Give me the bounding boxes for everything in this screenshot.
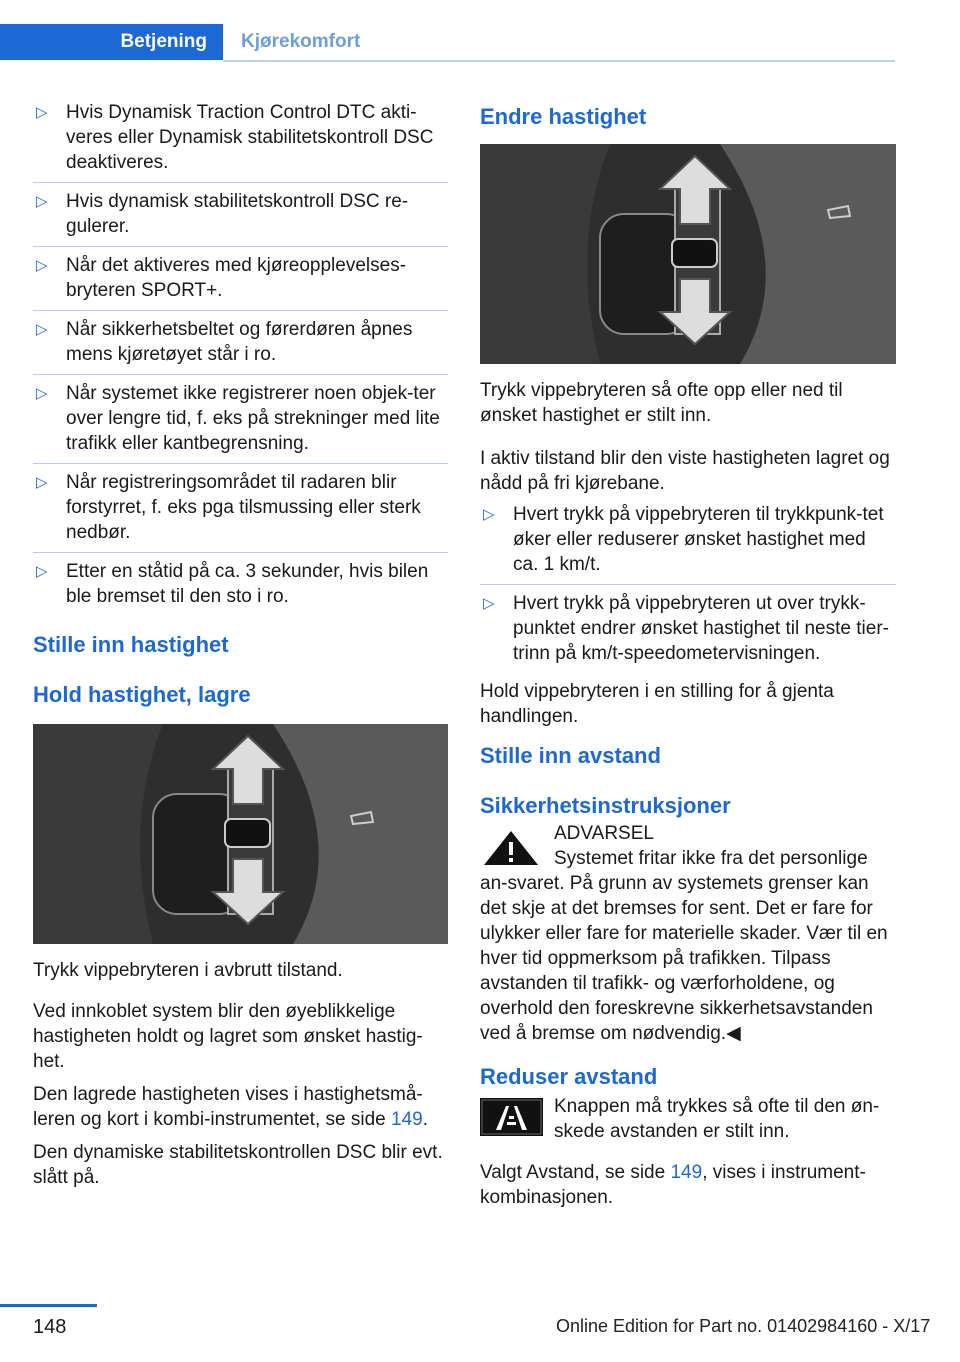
tab-underline bbox=[223, 60, 895, 62]
triangle-bullet-icon: ▷ bbox=[483, 506, 495, 523]
page-link[interactable]: 149 bbox=[391, 1109, 423, 1130]
rocker-switch-illustration bbox=[480, 144, 896, 364]
tab-bar bbox=[0, 24, 895, 62]
list-item: ▷ Hvert trykk på vippebryteren ut over trykk-punktet endrer ønsket hastighet til neste tier-trinn på km/t-speedometervisningen. bbox=[483, 593, 889, 664]
steering-wheel-image bbox=[480, 144, 896, 364]
triangle-bullet-icon: ▷ bbox=[36, 193, 48, 210]
heading-stille-inn-hastighet: Stille inn hastighet bbox=[33, 632, 229, 657]
list-item: ▷ Når sikkerhetsbeltet og førerdøren åpnes mens kjøretøyet står i ro. bbox=[33, 317, 448, 375]
heading-hold-hastighet: Hold hastighet, lagre bbox=[33, 682, 251, 707]
heading-endre-hastighet: Endre hastighet bbox=[480, 104, 647, 129]
page-link[interactable]: 149 bbox=[670, 1162, 703, 1183]
left-column bbox=[33, 100, 448, 1190]
edition-text: Online Edition for Part no. 01402984160 - X/17 bbox=[556, 1316, 931, 1336]
page-number: 148 bbox=[33, 1316, 67, 1338]
button-description: Knappen må trykkes så ofte til den øn-skede avstanden er stilt inn. bbox=[554, 1096, 880, 1142]
paragraph: Den dynamiske stabilitetskontrollen DSC blir evt. slått på. bbox=[33, 1142, 443, 1188]
right-column bbox=[480, 100, 896, 1210]
paragraph: Trykk vippebryteren så ofte opp eller ned til ønsket hastighet er stilt inn. bbox=[480, 380, 843, 426]
triangle-bullet-icon: ▷ bbox=[483, 595, 495, 612]
warning-box bbox=[480, 821, 896, 1046]
triangle-bullet-icon: ▷ bbox=[36, 385, 48, 402]
warning-text: Systemet fritar ikke fra det personlige an-svaret. På grunn av systemets grenser kan det skje at det bremses for sent. Det er fare for ulykker eller fare for materielle skader. Vær til en hver tid oppmerksom på trafikken. Tilpass avstanden til trafikk- og værforholdene, og overhold den foreskrevne sikkerhetsavstanden ved å bremse om nødvendig.◀ bbox=[480, 848, 888, 1044]
paragraph: Ved innkoblet system blir den øyeblikkelige hastigheten holdt og lagret som ønsket hastig-het. bbox=[33, 1001, 423, 1072]
list-item: ▷ Når registreringsområdet til radaren blir forstyrret, f. eks pga tilsmussing eller sterk nedbør. bbox=[33, 470, 448, 553]
heading-sikkerhetsinstruksjoner: Sikkerhetsinstruksjoner bbox=[480, 793, 731, 818]
list-item: ▷ Når det aktiveres med kjøreopplevelses-bryteren SPORT+. bbox=[33, 253, 448, 311]
distance-button-row bbox=[480, 1094, 896, 1144]
list-item: ▷ Hvert trykk på vippebryteren til trykkpunk-tet øker eller reduserer ønsket hastighet med ca. 1 km/t. bbox=[480, 502, 896, 585]
triangle-bullet-icon: ▷ bbox=[36, 321, 48, 338]
triangle-bullet-icon: ▷ bbox=[36, 563, 48, 580]
heading-reduser-avstand: Reduser avstand bbox=[480, 1064, 658, 1089]
distance-button-icon bbox=[480, 1098, 543, 1136]
rocker-switch-illustration bbox=[33, 724, 448, 944]
tab-kjorekomfort[interactable]: Kjørekomfort bbox=[241, 31, 361, 52]
triangle-bullet-icon: ▷ bbox=[36, 257, 48, 274]
steering-wheel-image bbox=[33, 724, 448, 944]
speed-list bbox=[480, 502, 896, 673]
list-item: ▷ Etter en ståtid på ca. 3 sekunder, hvis bilen ble bremset til den sto i ro. bbox=[36, 561, 429, 607]
list-item: ▷ Når systemet ikke registrerer noen objek-ter over lengre tid, f. eks på strekninger med lite trafikk eller kantbegrensning. bbox=[33, 381, 448, 464]
warning-title: ADVARSEL bbox=[554, 823, 654, 844]
paragraph: Hold vippebryteren i en stilling for å gjenta handlingen. bbox=[480, 681, 834, 727]
paragraph: Den lagrede hastigheten vises i hastighetsmå-leren og kort i kombi-instrumentet, se side 149. bbox=[33, 1084, 428, 1130]
heading-stille-inn-avstand: Stille inn avstand bbox=[480, 743, 661, 768]
triangle-bullet-icon: ▷ bbox=[36, 474, 48, 491]
paragraph: Trykk vippebryteren i avbrutt tilstand. bbox=[33, 960, 343, 981]
list-item: ▷ Hvis dynamisk stabilitetskontroll DSC re-gulerer. bbox=[33, 189, 448, 247]
footer-line bbox=[0, 1304, 97, 1307]
paragraph: Valgt Avstand, se side 149, vises i instrument-kombinasjonen. bbox=[480, 1162, 866, 1208]
list-item: ▷ Hvis Dynamisk Traction Control DTC akti-veres eller Dynamisk stabilitetskontroll DSC deaktiveres. bbox=[33, 100, 448, 183]
tab-betjening[interactable]: Betjening bbox=[0, 24, 223, 60]
condition-list bbox=[33, 100, 448, 616]
warning-triangle-icon bbox=[480, 827, 542, 869]
triangle-bullet-icon: ▷ bbox=[36, 104, 48, 121]
paragraph: I aktiv tilstand blir den viste hastigheten lagret og nådd på fri kjørebane. bbox=[480, 448, 890, 494]
